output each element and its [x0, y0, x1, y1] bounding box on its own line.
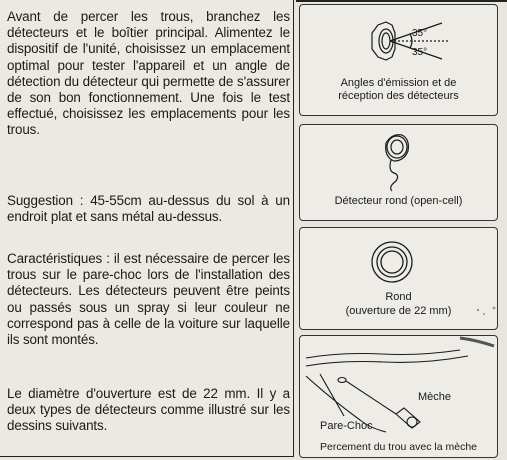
drill-label: Mèche — [418, 391, 452, 403]
figure-round-detector-panel — [299, 124, 498, 221]
paragraph-suggestion: Suggestion : 45-55cm au-dessus du sol à un endroit plat et sans métal au-dessus. — [7, 193, 290, 225]
round-caption-line2: (ouverture de 22 mm) — [345, 305, 452, 317]
bumper-label: Pare-Choc — [320, 420, 373, 432]
paragraph-diameter: Le diamètre d'ouverture est de 22 mm. Il y a deux types de détecteurs comme illustré sur les dessins suivants. — [7, 386, 290, 434]
figure-drilling-panel — [299, 335, 498, 458]
figure-angles-panel — [299, 4, 498, 116]
figure-round-panel — [299, 227, 498, 330]
angles-caption-line1: Angles d'émission et de — [340, 77, 457, 89]
top-rule — [296, 0, 507, 2]
round-caption-line1: Rond — [385, 291, 412, 303]
angle-top-label: 35° — [412, 28, 428, 39]
drilling-caption: Percement du trou avec la mèche — [320, 441, 477, 453]
paragraph-characteristics: Caractéristiques : il est nécessaire de percer les trous sur le pare-choc lors de l'installation des détecteurs. Les détecteurs peuvent être peints ou passés sous un spray si leur couleur ne correspond pas à celle de la voiture sur laquelle ils sont montés. — [7, 251, 290, 348]
round-detector-caption: Détecteur rond (open-cell) — [334, 195, 463, 207]
angles-caption-line2: réception des détecteurs — [338, 90, 459, 102]
paragraph-preparation: Avant de percer les trous, branchez les détecteurs et le boîtier principal. Alimentez le dispositif de l'unité, choisissez un emplacement optimal pour tester l'appareil et un angle de détection du détecteur qui permette de s'assurer de son bon fonctionnement. Une fois le test effectué, choisissez les emplacements pour les trous. — [7, 9, 290, 138]
angle-bottom-label: 35° — [412, 47, 428, 58]
